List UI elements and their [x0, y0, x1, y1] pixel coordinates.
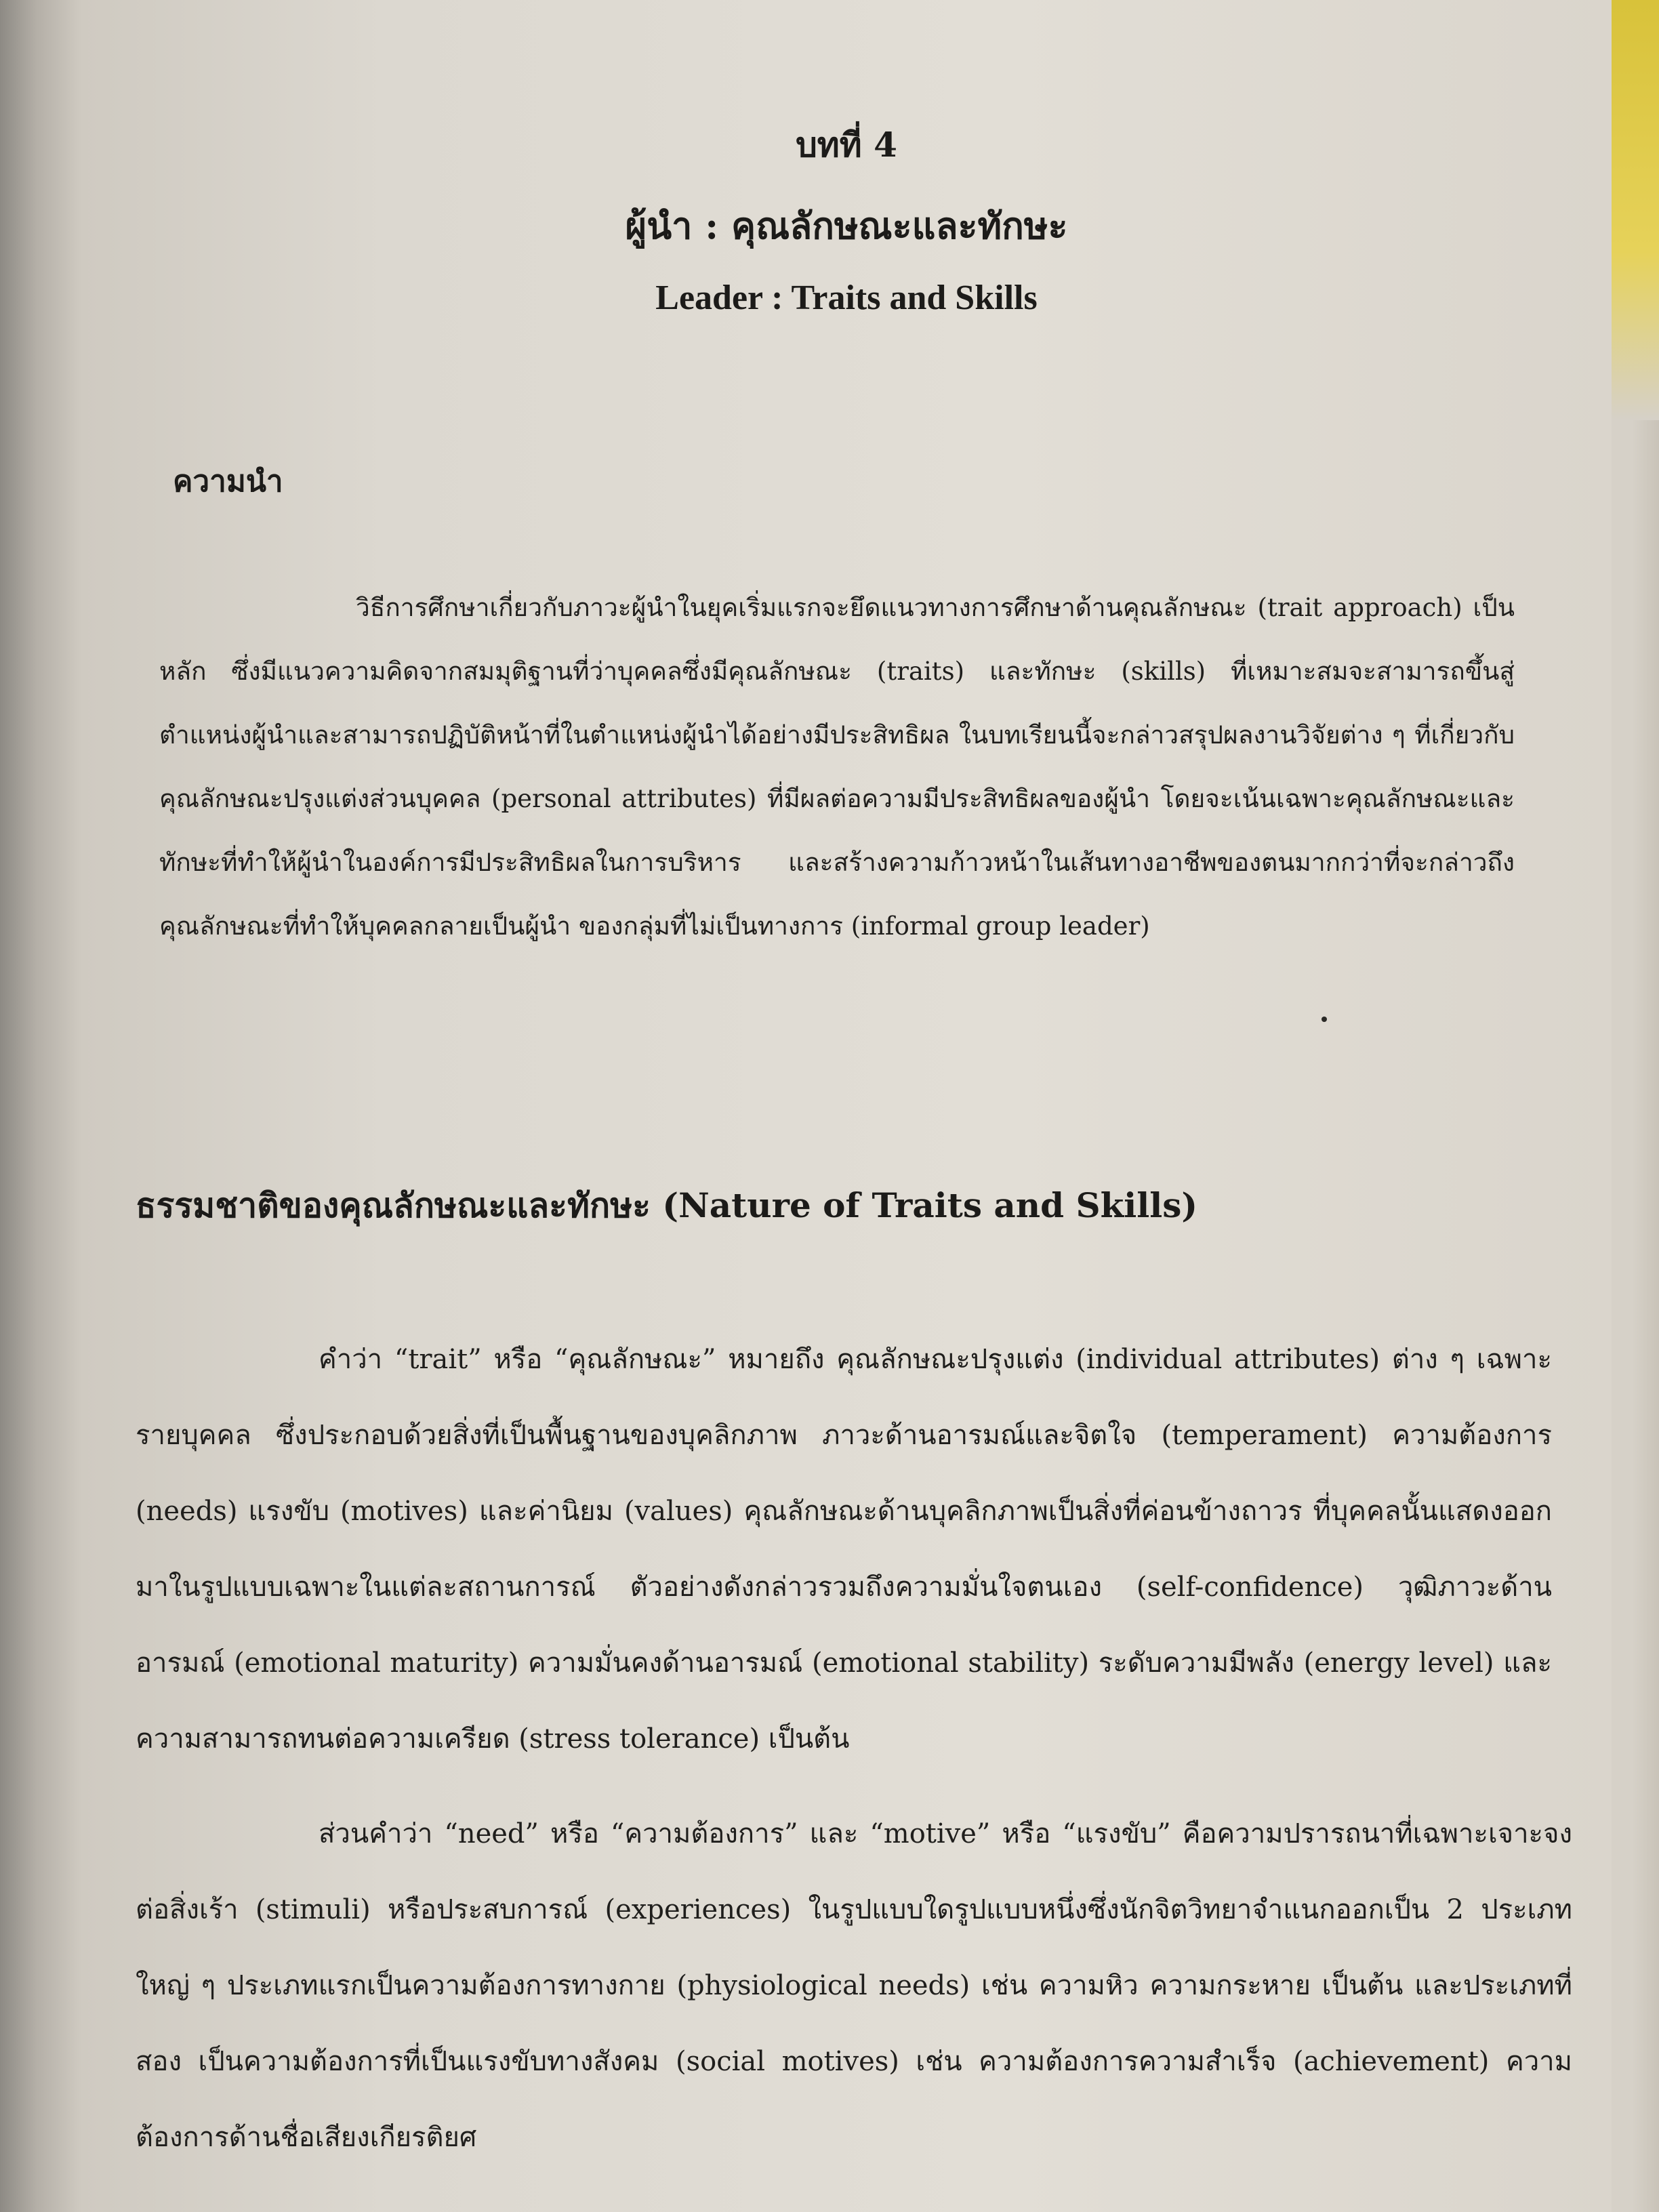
nature-paragraph-1 [136, 1322, 1552, 1777]
book-spine-shadow [0, 0, 81, 2212]
ink-dot [1322, 1017, 1327, 1022]
chapter-number: บทที่ 4 [796, 125, 897, 165]
book-page [81, 0, 1612, 2212]
introduction-text: วิธีการศึกษาเกี่ยวกับภาวะผู้นำในยุคเริ่มแรกจะยึดแนวทางการศึกษาด้านคุณลักษณะ (trait approach) เป็นหลัก ซึ่งมีแนวความคิดจากสมมุติฐานที่ว่าบุคคลซึ่งมีคุณลักษณะ (traits) และทักษะ (skills) ที่เหมาะสมจะสามารถขึ้นสู่ตำแหน่งผู้นำและสามารถปฏิบัติหน้าที่ในตำแหน่งผู้นำได้อย่างมีประสิทธิผล ในบทเรียนนี้จะกล่าวสรุปผลงานวิจัยต่าง ๆ ที่เกี่ยวกับคุณลักษณะปรุงแต่งส่วนบุคคล (personal attributes) ที่มีผลต่อความมีประสิทธิผลของผู้นำ โดยจะเน้นเฉพาะคุณลักษณะและทักษะที่ทำให้ผู้นำในองค์การมีประสิทธิผลในการบริหาร และสร้างความก้าวหน้าในเส้นทางอาชีพของตนมากกว่าที่จะกล่าวถึงคุณลักษณะที่ทำให้บุคคลกลายเป็นผู้นำ ของกลุ่มที่ไม่เป็นทางการ (informal group leader) [159, 593, 1515, 941]
trait-definition-text: คำว่า “trait” หรือ “คุณลักษณะ” หมายถึง คุณลักษณะปรุงแต่ง (individual attributes) ต่าง ๆ เฉพาะรายบุคคล ซึ่งประกอบด้วยสิ่งที่เป็นพื้นฐานของบุคลิกภาพ ภาวะด้านอารมณ์และจิตใจ (temperament) ความต้องการ (needs) แรงขับ (motives) และค่านิยม (values) คุณลักษณะด้านบุคลิกภาพเป็นสิ่งที่ค่อนข้างถาวร ที่บุคคลนั้นแสดงออกมาในรูปแบบเฉพาะในแต่ละสถานการณ์ ตัวอย่างดังกล่าวรวมถึงความมั่นใจตนเอง (self-confidence) วุฒิภาวะด้านอารมณ์ (emotional maturity) ความมั่นคงด้านอารมณ์ (emotional stability) ระดับความมีพลัง (energy level) และความสามารถทนต่อความเครียด (stress tolerance) เป็นต้น [136, 1344, 1552, 1755]
book-edge-shadow [1632, 420, 1659, 2212]
chapter-title-thai: ผู้นำ : คุณลักษณะและทักษะ [625, 204, 1068, 247]
nature-paragraph-2 [136, 1796, 1572, 2175]
section-heading-introduction: ความนำ [173, 464, 283, 499]
chapter-title-english: Leader : Traits and Skills [655, 279, 1038, 317]
introduction-paragraph [159, 576, 1515, 958]
need-motive-text: ส่วนคำว่า “need” หรือ “ความต้องการ” และ “motive” หรือ “แรงขับ” คือความปรารถนาที่เฉพาะเจาะจงต่อสิ่งเร้า (stimuli) หรือประสบการณ์ (experiences) ในรูปแบบใดรูปแบบหนึ่งซึ่งนักจิตวิทยาจำแนกออกเป็น 2 ประเภทใหญ่ ๆ ประเภทแรกเป็นความต้องการทางกาย (physiological needs) เช่น ความหิว ความกระหาย เป็นต้น และประเภทที่สอง เป็นความต้องการที่เป็นแรงขับทางสังคม (social motives) เช่น ความต้องการความสำเร็จ (achievement) ความต้องการด้านชื่อเสียงเกียรติยศ [136, 1818, 1572, 2153]
section-heading-nature: ธรรมชาติของคุณลักษณะและทักษะ (Nature of Traits and Skills) [136, 1185, 1198, 1225]
book-edge-yellow [1612, 0, 1659, 420]
